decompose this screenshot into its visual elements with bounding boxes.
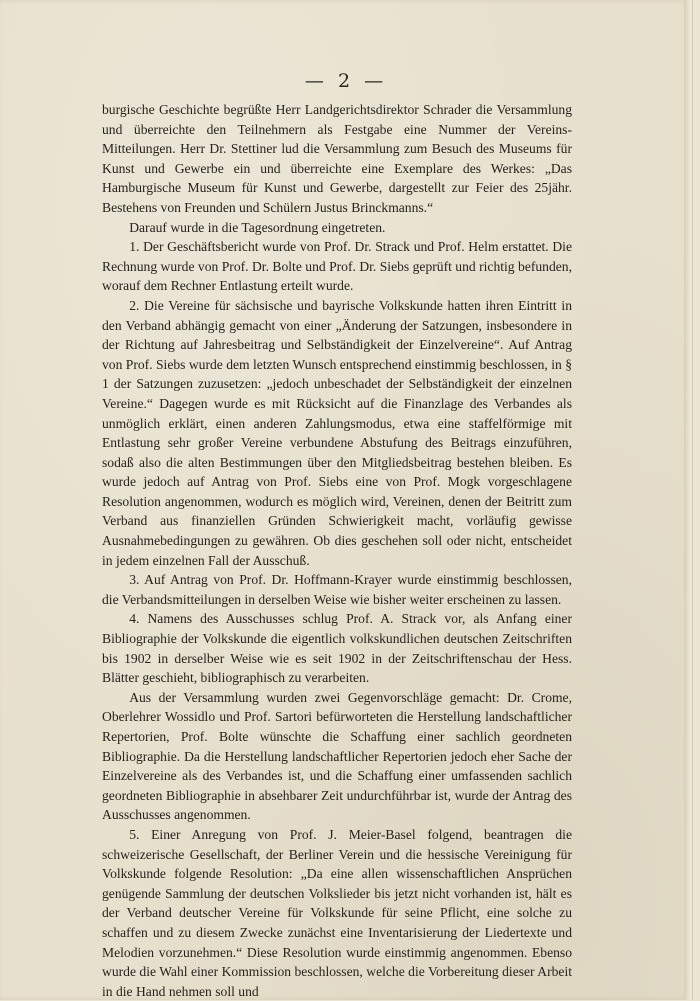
page-edge [684,0,692,1000]
paragraph: 2. Die Vereine für sächsische und bayrische Volkskunde hatten ihren Eintritt in den Verband abhängig gemacht von einer „Änderung der Satzungen, insbesondere in der Richtung auf Jahresbeitrag und Selbständigkeit der Einzelvereine“. Auf Antrag von Prof. Siebs wurde dem letzten Wunsch entsprechend einstimmig beschlossen, in § 1 der Satzungen zuzusetzen: „jedoch unbeschadet der Selbständigkeit der einzelnen Vereine.“ Dagegen wurde es mit Rücksicht auf die Finanzlage des Verbandes als unmöglich erklärt, einen anderen Zahlungsmodus, etwa eine staffelförmige mit Entlastung sehr großer Vereine verbundene Abstufung des Beitrags einzuführen, sodaß also die alten Bestimmungen über den Mitgliedsbeitrag bestehen bleiben. Es wurde jedoch auf Antrag von Prof. Siebs eine von Prof. Mogk vorgeschlagene Resolution angenommen, wodurch es möglich wird, Vereinen, denen der Beitritt zum Verband aus finanziellen Gründen Schwierigkeit macht, vorläufig gewisse Ausnahmebedingungen zu gewähren. Ob dies geschehen soll oder nicht, entscheidet in jedem einzelnen Fall der Ausschuß. [102,297,572,568]
paragraph: 3. Auf Antrag von Prof. Dr. Hoffmann-Krayer wurde einstimmig beschlossen, die Verbandsmitteilungen in derselben Weise wie bisher weiter erscheinen zu lassen. [102,572,572,607]
paragraph: Darauf wurde in die Tagesordnung eingetreten. [129,219,386,235]
paragraph: burgische Geschichte begrüßte Herr Landgerichtsdirektor Schrader die Versammlung und überreichte den Teilnehmern als Festgabe eine Nummer der Vereins-Mitteilungen. Herr Dr. Stettiner lud die Versammlung zum Besuch des Museums für Kunst und Gewerbe ein und überreichte eine Exemplare des Werkes: „Das Hamburgische Museum für Kunst und Gewerbe, dargestellt zur Feier des 25jähr. Bestehens von Freunden und Schülern Justus Brinckmanns.“ [102,102,572,215]
paragraph: Aus der Versammlung wurden zwei Gegenvorschläge gemacht: Dr. Crome, Oberlehrer Wossidlo und Prof. Sartori befürworteten die Herstellung landschaftlicher Repertorien, Prof. Bolte wünschte die Schaffung einer sachlich geordneten Bibliographie. Da die Herstellung landschaftlicher Repertorien jedoch eher Sache der Einzelvereine als des Verbandes ist, und die Schaffung einer umfassenden sachlich geordneten Bibliographie in absehbarer Zeit undurchführbar ist, wurde der Antrag des Ausschusses angenommen. [102,689,572,823]
paragraph: 5. Einer Anregung von Prof. J. Meier-Basel folgend, beantragen die schweizerische Gesellschaft, der Berliner Verein und die hessische Vereinigung für Volkskunde folgende Resolution: „Da eine allen wissenschaftlichen Ansprüchen genügende Sammlung der deutschen Volkslieder bis jetzt nicht vorhanden ist, hält es der Verband deutscher Vereine für Volkskunde für seine Pflicht, eine solche zu schaffen und zu diesem Zwecke zunächst eine Inventarisierung der Liedertexte und Melodien vorzunehmen.“ Diese Resolution wurde einstimmig angenommen. Ebenso wurde die Wahl einer Kommission beschlossen, welche die Vorbereitung dieser Arbeit in die Hand nehmen soll und [102,826,572,999]
page-number: — 2 — [304,70,388,92]
body-text [102,100,572,1001]
paragraph: 4. Namens des Ausschusses schlug Prof. A. Strack vor, als Anfang einer Bibliographie der Volkskunde die eigentlich volkskundlichen deutschen Zeitschriften bis 1902 in derselber Weise wie es seit 1902 in der Zeitschriftenschau der Hess. Blätter geschieht, bibliographisch zu verarbeiten. [102,611,572,686]
paragraph: 1. Der Geschäftsbericht wurde von Prof. Dr. Strack und Prof. Helm erstattet. Die Rechnung wurde von Prof. Dr. Bolte und Prof. Dr. Siebs geprüft und richtig befunden, worauf dem Rechner Entlastung erteilt wurde. [102,239,572,294]
